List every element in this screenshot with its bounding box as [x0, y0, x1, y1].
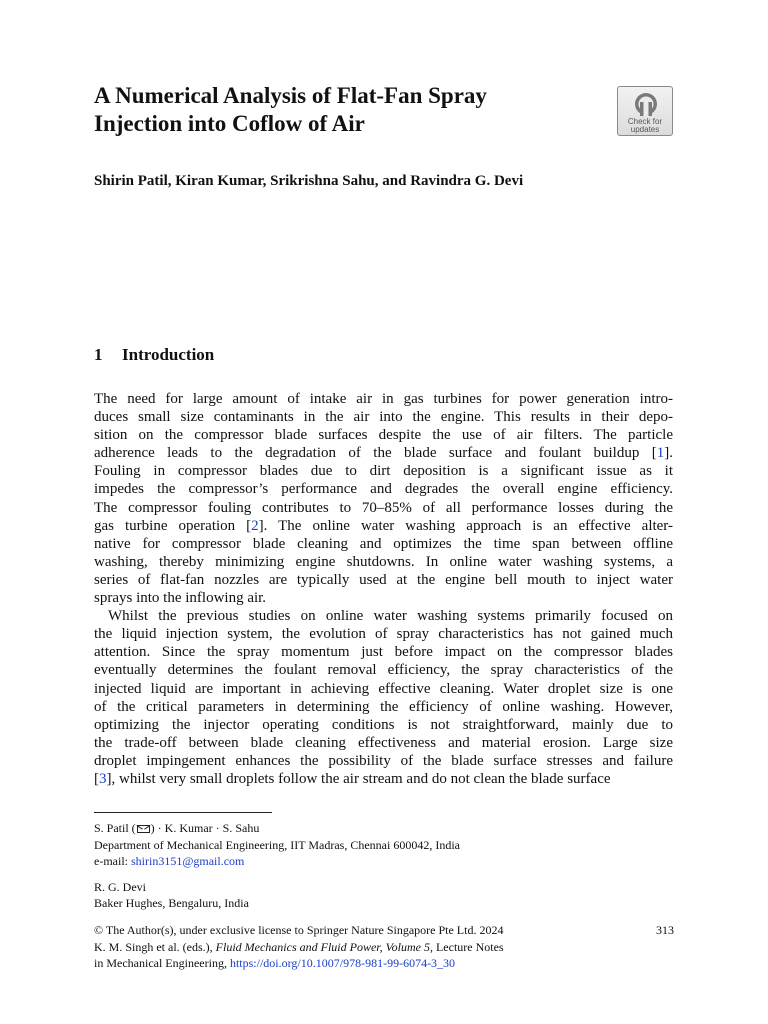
text-segment: ], whilst very small droplets follow the air stream and do not clean the blade surface [106, 770, 611, 787]
series-name-start: , Lecture Notes [429, 939, 504, 954]
section-heading [94, 345, 214, 365]
text-line [94, 517, 673, 535]
text-line: native for compressor blade cleaning and optimizes the time span between offline [94, 535, 673, 552]
email-link[interactable]: shirin3151@gmail.com [130, 854, 245, 868]
affiliation-1-authors-pre: S. Patil ( [94, 821, 136, 835]
copyright-block [94, 922, 674, 972]
text-line: The need for large amount of intake air in gas turbines for power generation intro- [94, 391, 673, 407]
text-segment: ]. The online water washing approach is an effective alter- [258, 517, 673, 534]
paragraph-1 [94, 390, 673, 607]
citation-line-1 [94, 939, 674, 956]
badge-label-line-2: updates [630, 125, 660, 134]
paper-title [94, 82, 594, 138]
text-line: series of flat-fan nozzles are typically used at the engine bell mouth to inject water [94, 571, 673, 588]
text-line: droplet impingement enhances the possibility of the blade surface stresses and failure [94, 752, 673, 769]
doi-link[interactable]: https://doi.org/10.1007/978-981-99-6074-3_30 [229, 956, 456, 970]
text-line: Whilst the previous studies on online water washing systems primarily focused on [108, 608, 673, 625]
text-line: optimizing the injector operating conditions is not straightforward, mainly due to [94, 716, 673, 733]
citation-link[interactable]: 1 [656, 445, 665, 462]
citation-link[interactable]: 3 [99, 770, 107, 787]
book-title: Fluid Mechanics and Fluid Power, Volume 5 [215, 939, 430, 954]
text-line: Fouling in compressor blades due to dirt deposition is a significant issue as it [94, 463, 673, 480]
text-line: washing, thereby minimizing engine shutdowns. In online water washing systems, a [94, 553, 673, 570]
text-segment: gas turbine operation [ [94, 517, 252, 534]
text-segment: adherence leads to the degradation of the blade surface and foulant buildup [ [94, 445, 657, 462]
text-line: the trade-off between blade cleaning effectiveness and material erosion. Large size [94, 734, 673, 751]
copyright-line: © The Author(s), under exclusive license to Springer Nature Singapore Pte Ltd. 2024 [94, 923, 504, 937]
text-line: impedes the compressor’s performance and degrades the overall engine efficiency. [94, 481, 673, 498]
text-line: sprays into the inflowing air. [94, 590, 267, 607]
affiliation-1-authors-post: ) · K. Kumar · S. Sahu [150, 821, 260, 835]
text-line [94, 444, 673, 462]
envelope-icon[interactable] [137, 825, 150, 833]
check-for-updates-badge[interactable] [617, 86, 673, 136]
footnote-spacer [94, 870, 674, 879]
affiliation-2-author: R. G. Devi [94, 879, 146, 894]
text-line: eventually determines the foulant removal efficiency, the spray characteristics of the [94, 662, 673, 679]
section-number: 1 [94, 345, 103, 364]
series-name-end: in Mechanical Engineering, [94, 956, 230, 970]
title-line-2: Injection into Coflow of Air [94, 111, 365, 136]
affiliation-1-department: Department of Mechanical Engineering, IIT Madras, Chennai 600042, India [94, 837, 460, 852]
email-label: e-mail: [94, 854, 131, 868]
badge-label-line-1: Check for [627, 117, 663, 126]
text-line: of the critical parameters in determining the efficiency of online washing. However, [94, 698, 673, 715]
body-text [94, 390, 673, 788]
affiliation-2-organization: Baker Hughes, Bengaluru, India [94, 896, 249, 910]
footnote-divider [94, 812, 272, 813]
citation-link[interactable]: 2 [251, 517, 259, 534]
author-list: Shirin Patil, Kiran Kumar, Srikrishna Sahu, and Ravindra G. Devi [94, 173, 524, 189]
affiliation-footnotes [94, 820, 674, 912]
text-line: The compressor fouling contributes to 70–85% of all performance losses during the [94, 499, 673, 516]
text-line: the liquid injection system, the evolution of spray characteristics has not gained much [94, 626, 673, 643]
citation-line-2 [94, 955, 674, 972]
affiliation-1-email-line [94, 853, 674, 870]
affiliation-1-authors [94, 820, 674, 837]
text-line [94, 770, 673, 788]
text-segment: ]. [664, 445, 673, 462]
text-line: injected liquid are important in achieving effective cleaning. Water droplet size is one [94, 680, 673, 697]
text-line: sition on the compressor blade surfaces despite the use of air filters. The particle [94, 427, 673, 444]
text-line: attention. Since the spray momentum just before impact on the compressor blades [94, 644, 673, 661]
page-number: 313 [656, 923, 674, 937]
citation-editors: K. M. Singh et al. (eds.), [94, 939, 216, 954]
section-title: Introduction [122, 345, 215, 364]
crossmark-icon [634, 92, 658, 116]
text-segment: [ [94, 770, 99, 787]
text-line: duces small size contaminants in the air into the engine. This results in their depo- [94, 409, 673, 426]
paragraph-2 [94, 607, 673, 788]
title-line-1: A Numerical Analysis of Flat-Fan Spray [94, 83, 487, 108]
